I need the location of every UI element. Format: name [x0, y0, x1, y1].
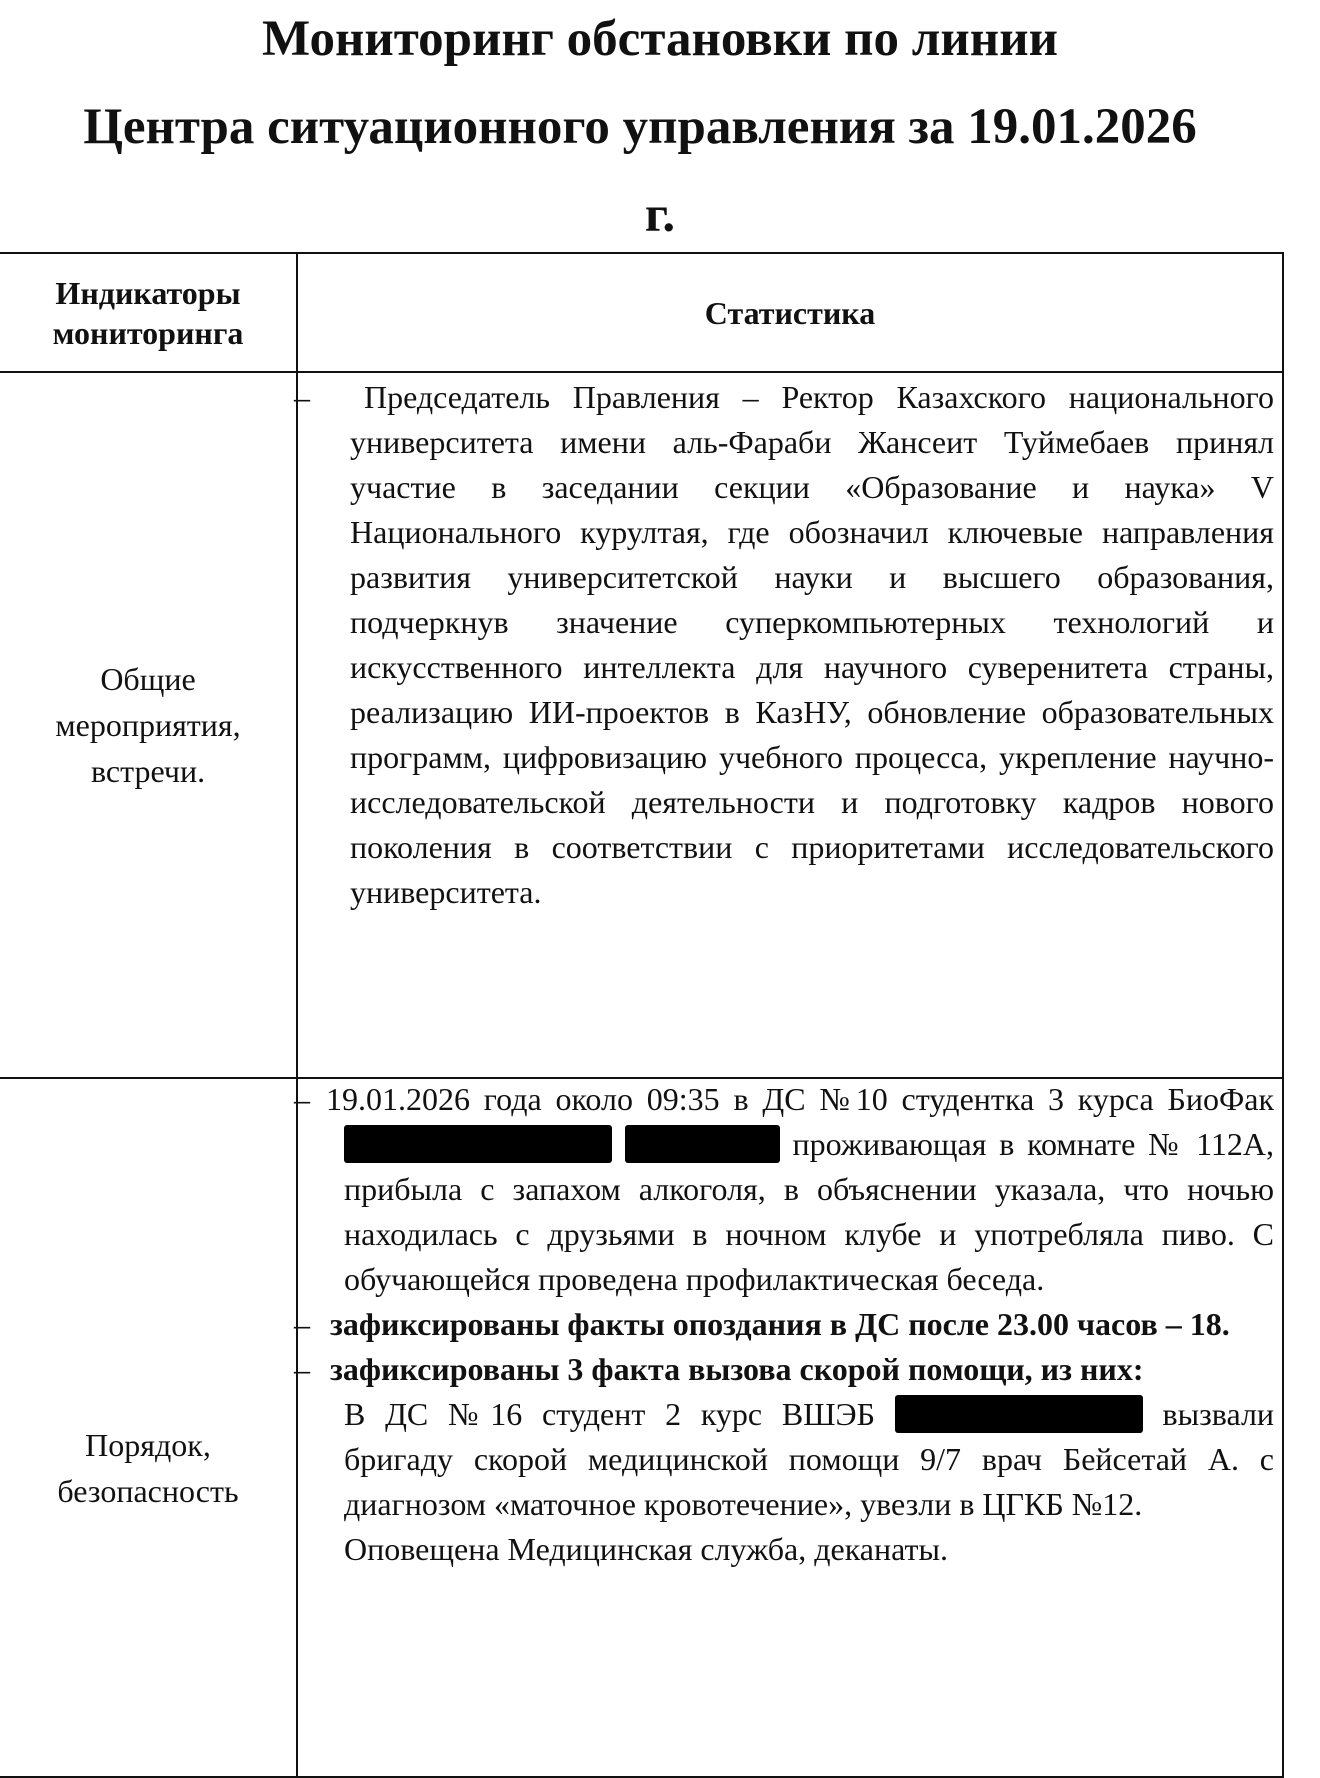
note-text: Оповещена Медицинская служба, деканаты. [344, 1531, 948, 1567]
list-dash: – [294, 1351, 310, 1387]
list-item [294, 1347, 1274, 1392]
list-item [294, 1302, 1274, 1347]
redacted-name [344, 1125, 612, 1163]
list-dash: – [294, 1081, 310, 1117]
title-line-3: г. [644, 187, 676, 243]
document-title [0, 0, 1320, 259]
redacted-surname [625, 1125, 780, 1163]
row-statistics-events [294, 372, 1283, 1078]
header-indicators [0, 253, 297, 372]
indicator-label: Порядок, безопасность [57, 1426, 239, 1509]
title-line-1: Мониторинг обстановки по линии [262, 11, 1058, 67]
detail-text-continued: вызвали бригаду скорой медицинской помощи 9/7 врач Бейсетай А. с диагнозом «маточное кровотечение», увезли в ЦГКБ №12. [344, 1396, 1275, 1522]
table-row [0, 1078, 1283, 1777]
table-header-row [0, 253, 1283, 372]
list-item-text: 19.01.2026 года около 09:35 в ДС №10 студентка 3 курса БиоФак [326, 1081, 1274, 1117]
header-statistics-label: Статистика [704, 294, 876, 331]
title-line-2: Центра ситуационного управления за 19.01.2026 [83, 99, 1197, 155]
redacted-name [895, 1395, 1143, 1433]
header-statistics [297, 253, 1283, 372]
row-indicator-events [0, 372, 297, 1078]
list-item [294, 1077, 1275, 1302]
list-dash: – [294, 379, 310, 415]
list-item-text: Председатель Правления – Ректор Казахского национального университета имени аль-Фараби Жансеит Туймебаев принял участие в заседании секции «Образование и наука» V Национального курултая, где обозначил ключевые направления развития университетской науки и высшего образования, подчеркнув значение суперкомпьютерных технологий и искусственного интеллекта для научного суверенитета страны, реализацию ИИ-проектов в КазНУ, обновление образовательных программ, цифровизацию учебного процесса, укрепление научно-исследовательской деятельности и подготовку кадров нового поколения в соответствии с приоритетами исследовательского университета. [350, 379, 1274, 910]
list-item-text-continued: проживающая в комнате № 112А, прибыла с запахом алкоголя, в объяснении указала, что ночью находилась с друзьями в ночном клубе и употребляла пиво. С обучающейся проведена профилактическая беседа. [344, 1126, 1275, 1297]
table-row [0, 372, 1283, 1078]
row-statistics-safety [294, 1078, 1283, 1777]
list-item [294, 375, 1274, 915]
monitoring-table [0, 252, 1284, 1778]
list-dash: – [294, 1306, 310, 1342]
list-item-note [344, 1527, 1274, 1572]
list-item-text: зафиксированы 3 факта вызова скорой помощи, из них: [330, 1351, 1144, 1387]
detail-text: В ДС №16 студент 2 курс ВШЭБ [344, 1396, 876, 1432]
list-item-text: зафиксированы факты опоздания в ДС после 23.00 часов – 18. [330, 1306, 1230, 1342]
header-indicators-label: Индикаторы мониторинга [52, 274, 244, 351]
indicator-label: Общие мероприятия, встречи. [55, 661, 241, 789]
list-item-detail [344, 1392, 1274, 1527]
row-indicator-safety [0, 1078, 297, 1777]
